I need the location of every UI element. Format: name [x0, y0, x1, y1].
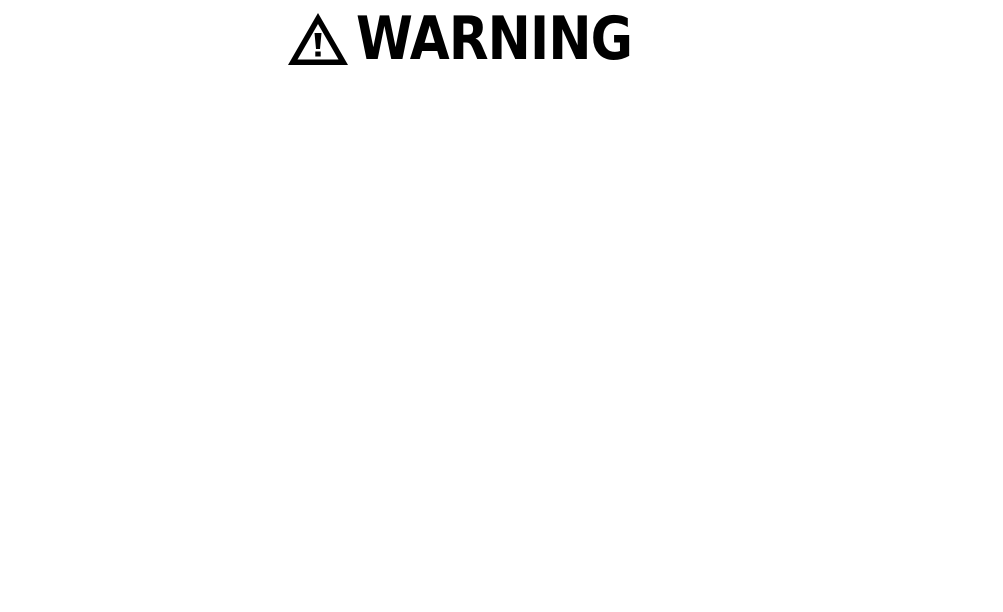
- warning-triangle-icon: [286, 11, 350, 67]
- warning-title: WARNING: [356, 4, 633, 74]
- warning-header: [286, 4, 677, 74]
